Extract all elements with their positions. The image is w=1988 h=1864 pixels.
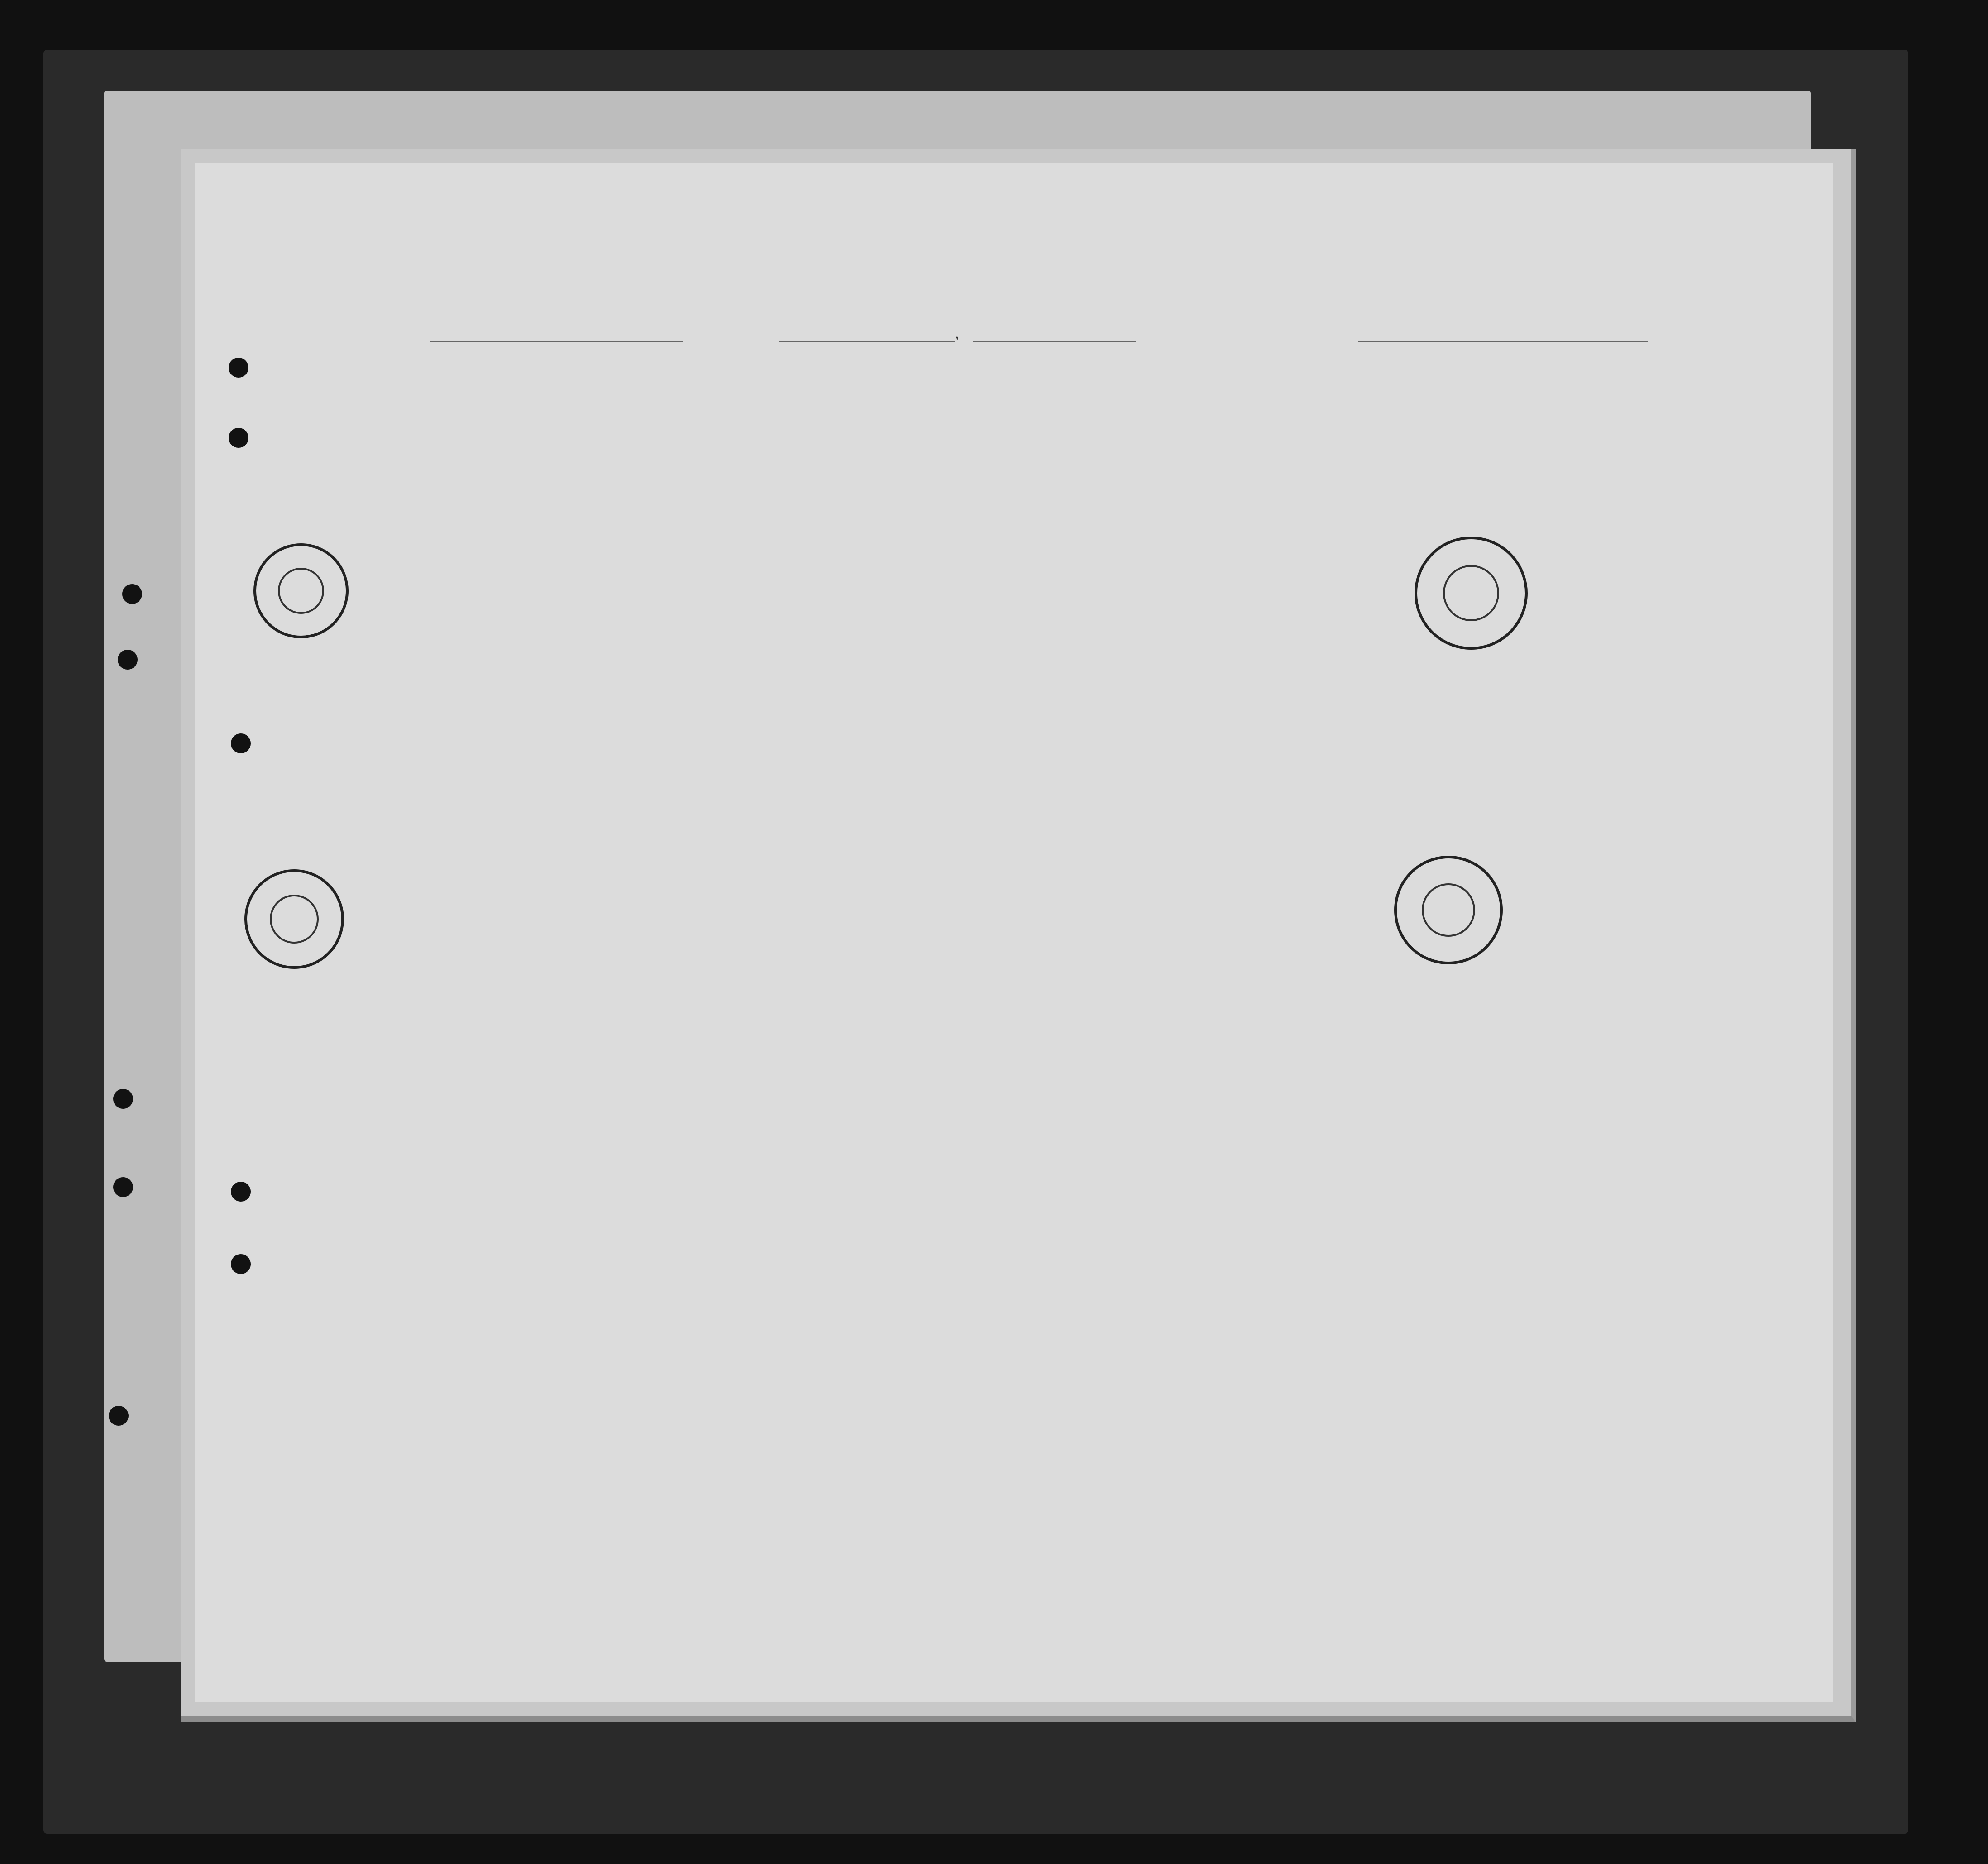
consulate-stamp <box>244 869 344 969</box>
manifest-sheet <box>195 163 1833 1702</box>
arrival-underline <box>779 340 955 342</box>
port-underline <box>1358 340 1648 342</box>
binder-hole <box>229 358 248 378</box>
consulate-stamp <box>253 543 349 638</box>
binder-hole <box>231 1182 251 1202</box>
binder-hole <box>231 733 251 753</box>
binder-hole <box>113 1089 133 1109</box>
date-underline <box>973 340 1136 342</box>
binder-hole <box>122 584 142 604</box>
binder-hole <box>109 1406 129 1426</box>
eagle-seal-icon <box>1422 883 1476 937</box>
consulate-stamp <box>1415 537 1528 650</box>
comma: , <box>955 324 959 342</box>
vessel-underline <box>430 340 683 342</box>
eagle-seal-icon <box>278 568 325 614</box>
binder-hole <box>113 1177 133 1197</box>
binder-hole <box>229 428 248 448</box>
eagle-seal-icon <box>270 895 319 944</box>
binder-hole <box>231 1254 251 1274</box>
consulate-stamp <box>1394 856 1503 964</box>
binder-hole <box>118 650 138 670</box>
vessel-line <box>0 317 1988 340</box>
eagle-seal-icon <box>1443 565 1499 621</box>
